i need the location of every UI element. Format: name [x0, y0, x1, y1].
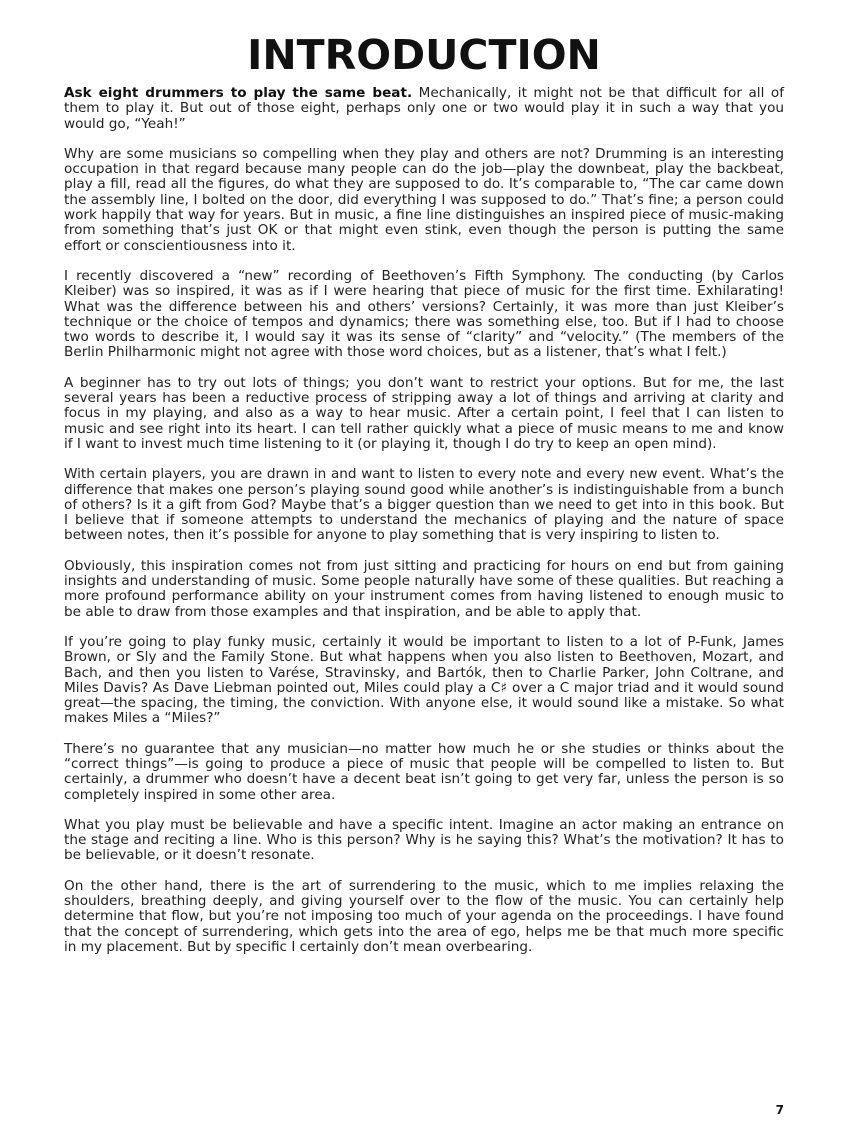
paragraph-4: A beginner has to try out lots of things; you don’t want to restrict your options. But for me, the last several years has been a reductive process of stripping away a lot of things and arriving at clarity and focus in my playing, and also as a way to hear music. After a certain point, I feel that I can listen to music and see right into its heart. I can tell rather quickly what a piece of music means to me and know if I want to invest much time listening to it (or playing it, though I do try to keep an open mind). [64, 374, 784, 452]
paragraph-text: Mechanically, it might not be that difficult for all of them to play it. But out of those eight, perhaps only one or two would play it in such a way that you would go, “Yeah!” [64, 85, 784, 132]
paragraph-6: Obviously, this inspiration comes not from just sitting and practicing for hours on end but from gaining insights and understanding of music. Some people naturally have some of these qualities. But reaching a more profound performance ability on your instrument comes from having listened to enough music to be able to draw from those examples and that inspiration, and be able to apply that. [64, 557, 784, 620]
paragraph-8: There’s no guarantee that any musician—no matter how much he or she studies or thinks about the “correct things”—is going to produce a piece of music that people will be compelled to listen to. But certainly, a drummer who doesn’t have a decent beat isn’t going to get very far, unless the person is so completely inspired in some other area. [64, 740, 784, 803]
paragraph-5: With certain players, you are drawn in and want to listen to every note and every new event. What’s the difference that makes one person’s playing sound good while another’s is indistinguishable from a bunch of others? Is it a gift from God? Maybe that’s a bigger question than we need to get into in this book. But I believe that if someone attempts to understand the mechanics of playing and the nature of space between notes, then it’s possible for anyone to play something that is very inspiring to listen to. [64, 466, 784, 544]
paragraph-10: On the other hand, there is the art of surrendering to the music, which to me implies relaxing the shoulders, breathing deeply, and giving yourself over to the flow of the music. You can certainly help determine that flow, but you’re not imposing too much of your agenda on the proceedings. I have found that the concept of surrendering, which gets into the area of ego, helps me be that much more specific in my placement. But by specific I certainly don’t mean overbearing. [64, 877, 784, 955]
paragraph-3: I recently discovered a “new” recording of Beethoven’s Fifth Symphony. The conducting (by Carlos Kleiber) was so inspired, it was as if I were hearing that piece of music for the first time. Exhilarating! What was the difference between his and others’ versions? Certainly, it was more than just Kleiber’s technique or the choice of tempos and dynamics; there was something else, too. But if I had to choose two words to describe it, I would say it was its sense of “clarity” and “velocity.” (The members of the Berlin Philharmonic might not agree with those word choices, but as a listener, that’s what I felt.) [64, 267, 784, 361]
page-title: INTRODUCTION [247, 31, 601, 79]
paragraph-9: What you play must be believable and have a specific intent. Imagine an actor making an entrance on the stage and reciting a line. Who is this person? Why is he saying this? What’s the motivation? It has to be believable, or it doesn’t resonate. [64, 816, 784, 864]
body-text [64, 86, 784, 970]
paragraph-2: Why are some musicians so compelling when they play and others are not? Drumming is an interesting occupation in that regard because many people can do the job—play the downbeat, play the backbeat, play a fill, read all the figures, do what they are supposed to do. It’s comparable to, “The car came down the assembly line, I bolted on the door, did everything I was supposed to do.” That’s fine; a person could work happily that way for years. But in music, a fine line distinguishes an inspired piece of music-making from something that’s just OK or that might even stink, even though the person is putting the same effort or conscientiousness into it. [64, 145, 784, 254]
lead-sentence: Ask eight drummers to play the same beat. [64, 85, 413, 101]
paragraph-7: If you’re going to play funky music, certainly it would be important to listen to a lot of P-Funk, James Brown, or Sly and the Family Stone. But what happens when you also listen to Beethoven, Mozart, and Bach, and then you listen to Varése, Stravinsky, and Bartók, then to Charlie Parker, John Coltrane, and Miles Davis? As Dave Liebman pointed out, Miles could play a C♯ over a C major triad and it would sound great—the spacing, the timing, the conviction. With anyone else, it would sound like a mistake. So what makes Miles a “Miles?” [64, 633, 784, 727]
paragraph-1 [64, 86, 784, 132]
page-number: 7 [775, 1103, 784, 1117]
